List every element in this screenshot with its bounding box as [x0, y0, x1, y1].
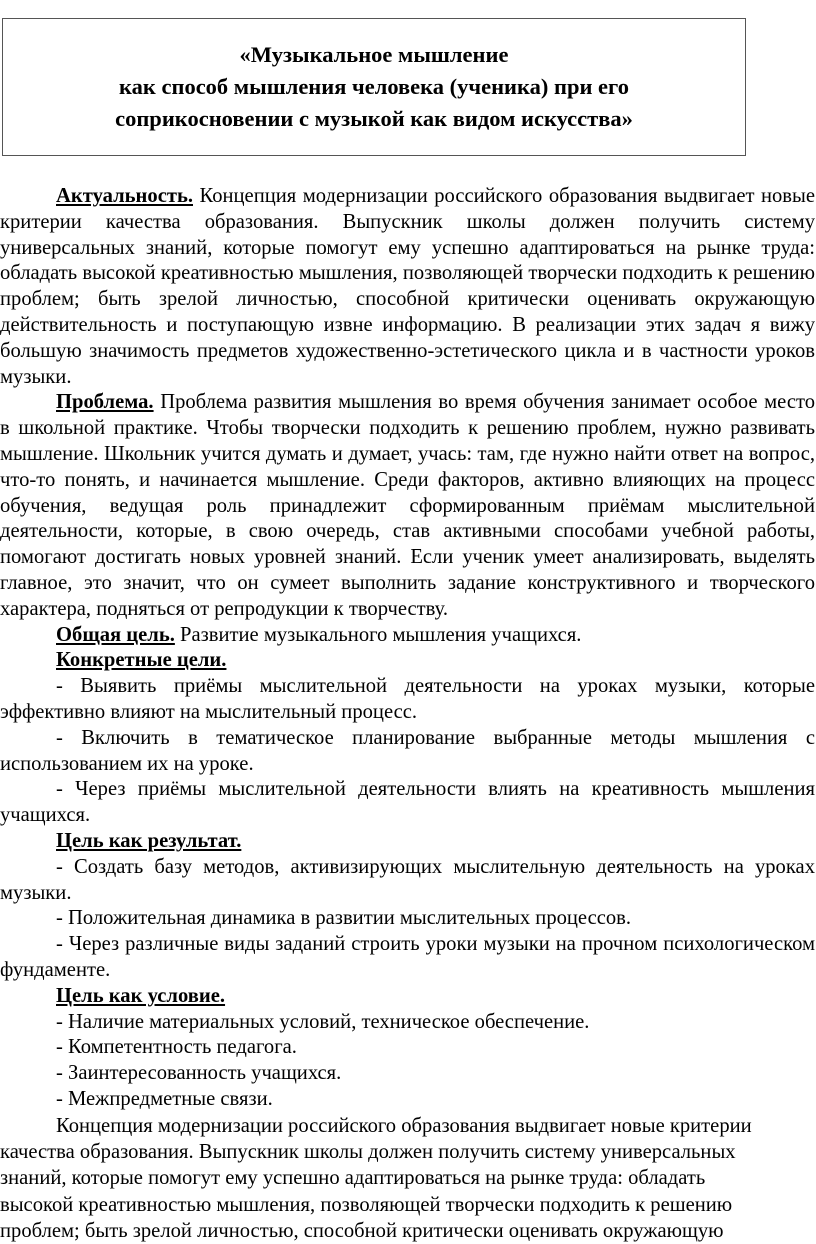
title-box: [2, 18, 746, 156]
problem-label: Проблема.: [56, 391, 154, 414]
closing-line: знаний, которые помогут ему успешно адаптироваться на рынке труда: обладать: [0, 1167, 706, 1190]
relevance-text: Концепция модернизации российского образования выдвигает новые критерии качества образования. Выпускник школы должен получить систему универсальных знаний, которые помогут ему успешно адаптироваться на рынке труда: обладать высокой креативностью мышления, позволяющей творчески подходить к решению проблем; быть зрелой личностью, способной критически оценивать окружающую действительность и поступающую извне информацию. В реализации этих задач я вижу большую значимость предметов художественно-эстетического цикла и в частности уроков музыки.: [0, 185, 815, 388]
list-item: - Наличие материальных условий, техническое обеспечение.: [56, 1010, 590, 1033]
general-goal-text: Развитие музыкального мышления учащихся.: [174, 623, 582, 646]
document-body: [0, 184, 815, 1113]
problem-paragraph: [0, 390, 815, 622]
title-line-2: как способ мышления человека (ученика) при его: [119, 74, 629, 99]
title-line-1: «Музыкальное мышление: [239, 42, 509, 67]
closing-line: Концепция модернизации российского образования выдвигает новые критерии: [56, 1115, 752, 1137]
list-item: - Через различные виды заданий строить уроки музыки на прочном психологическом фундаменте.: [0, 933, 815, 981]
closing-line: проблем; быть зрелой личностью, способной критически оценивать окружающую: [0, 1219, 724, 1242]
list-item: - Межпредметные связи.: [56, 1087, 273, 1110]
general-goal-label: Общая цель.: [56, 623, 175, 646]
list-item: - Создать базу методов, активизирующих мыслительную деятельность на уроках музыки.: [0, 855, 815, 904]
relevance-paragraph: [0, 184, 815, 390]
list-item: - Включить в тематическое планирование выбранные методы мышления с использованием их на уроке.: [0, 726, 815, 775]
closing-line: высокой креативностью мышления, позволяющей творчески подходить к решению: [0, 1193, 733, 1216]
goal-as-condition-heading: [0, 984, 815, 1010]
closing-paragraph: [0, 1113, 816, 1244]
list-item: - Компетентность педагога.: [56, 1036, 297, 1059]
title-line-3: соприкосновении с музыкой как видом искусства»: [115, 106, 633, 131]
list-item: - Положительная динамика в развитии мыслительных процессов.: [56, 907, 632, 930]
goal-as-result-label: Цель как результат.: [56, 829, 242, 852]
goal-as-result-heading: [0, 829, 815, 855]
relevance-label: Актуальность.: [56, 185, 193, 207]
list-item: - Выявить приёмы мыслительной деятельности на уроках музыки, которые эффективно влияют на мыслительный процесс.: [0, 675, 815, 723]
list-item: - Заинтересованность учащихся.: [56, 1062, 342, 1085]
specific-goals-heading: [0, 648, 815, 674]
specific-goals-label: Конкретные цели.: [56, 649, 227, 672]
list-item: - Через приёмы мыслительной деятельности влиять на креативность мышления учащихся.: [0, 778, 815, 827]
problem-text: Проблема развития мышления во время обучения занимает особое место в школьной практике. Чтобы творчески подходить к решению проблем, нужно развивать мышление. Школьник учится думать и думает, учась: там, где нужно найти ответ на вопрос, что-то понять, и начинается мышление. Среди факторов, активно влияющих на процесс обучения, ведущая роль принадлежит сформированным приёмам мыслительной деятельности, которые, в свою очередь, став активными способами учебной работы, помогают достигать новых уровней знаний. Если ученик умеет анализировать, выделять главное, это значит, что он сумеет выполнить задание конструктивного и творческого характера, подняться от репродукции к творчеству.: [0, 391, 815, 620]
general-goal-paragraph: [0, 623, 815, 649]
closing-line: качества образования. Выпускник школы должен получить систему универсальных: [0, 1141, 736, 1164]
goal-as-condition-label: Цель как условие.: [56, 984, 226, 1007]
